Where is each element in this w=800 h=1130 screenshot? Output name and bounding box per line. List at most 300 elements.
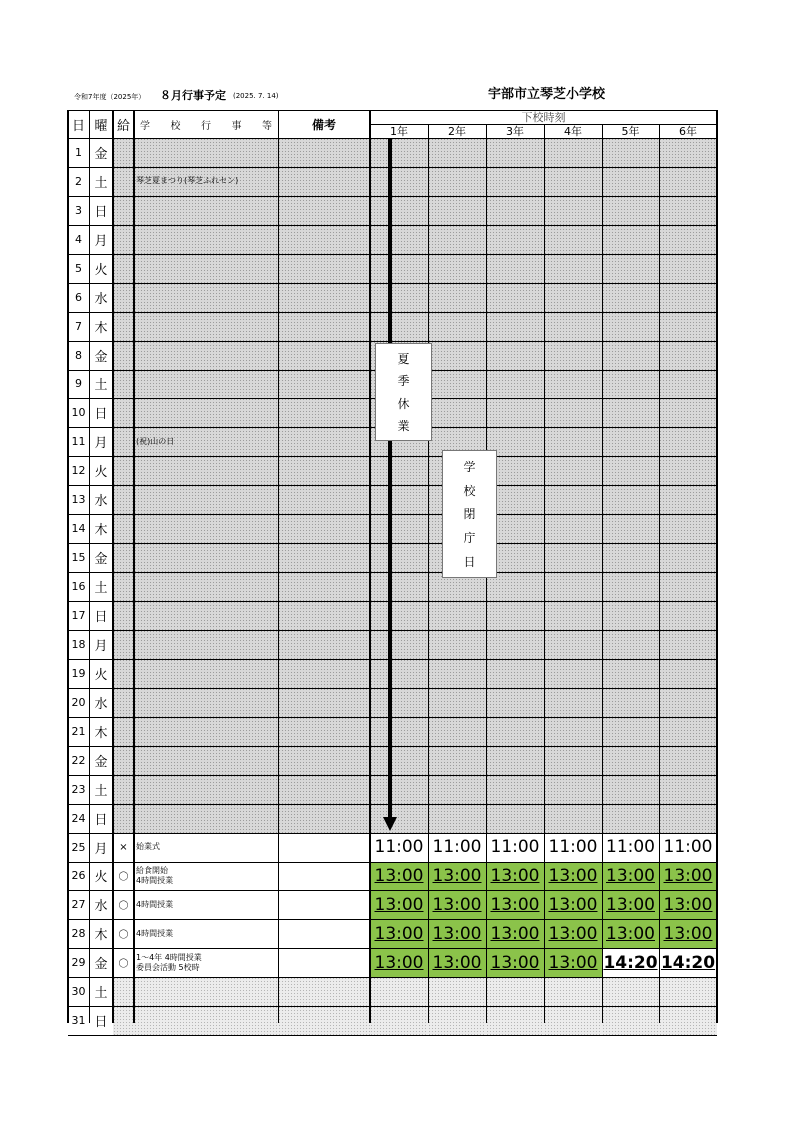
day-number: 13 [71, 493, 86, 507]
events-header-char: 校 [170, 120, 181, 132]
dismissal-time-4 [544, 138, 602, 167]
column-divider [544, 124, 545, 1023]
lunch-mark [113, 283, 134, 312]
dismissal-time-4 [544, 167, 602, 196]
dismissal-time-3 [486, 630, 544, 659]
dismissal-time-3 [486, 948, 544, 977]
lunch-mark [113, 688, 134, 717]
dismissal-time-5 [602, 977, 659, 1006]
event-text [134, 659, 278, 688]
day-number: 29 [71, 956, 86, 970]
summer-break-label [375, 343, 432, 441]
column-divider [602, 124, 603, 1023]
dismissal-time-4 [544, 919, 602, 948]
event-text: 始業式 [136, 842, 160, 852]
dismissal-time-6 [659, 862, 717, 891]
time-value: 13:00 [490, 894, 540, 915]
dismissal-time-5 [602, 341, 659, 370]
notes-cell [278, 862, 370, 891]
dismissal-time-1 [370, 254, 428, 283]
day-number: 11 [71, 435, 86, 449]
time-value: 13:00 [374, 865, 424, 886]
weekday: 月 [94, 638, 108, 654]
lunch-mark [113, 370, 134, 399]
dismissal-time-5 [602, 254, 659, 283]
row-divider [68, 948, 717, 949]
time-value: 13:00 [548, 923, 598, 944]
dismissal-time-4 [544, 456, 602, 485]
event-text [134, 485, 278, 514]
dismissal-time-1 [370, 514, 428, 543]
weekday: 金 [94, 146, 108, 162]
dismissal-time-4 [544, 804, 602, 833]
time-value: 13:00 [606, 923, 655, 944]
time-value: 11:00 [606, 837, 655, 858]
dismissal-time-5 [602, 833, 659, 862]
dismissal-time-6 [659, 919, 717, 948]
dismissal-time-5 [602, 948, 659, 977]
row-divider [68, 167, 717, 168]
row-divider [68, 1035, 717, 1036]
notes-cell [278, 919, 370, 948]
notes-column-header: 備考 [311, 117, 336, 132]
notes-cell [278, 370, 370, 399]
weekday: 木 [94, 725, 108, 741]
event-text [134, 601, 278, 630]
arrow-down-icon [383, 817, 397, 831]
day-number: 24 [71, 811, 86, 825]
time-value: 11:00 [663, 837, 713, 858]
time-value: 13:00 [548, 894, 598, 915]
lunch-mark: × [119, 841, 128, 853]
lunch-mark [113, 398, 134, 427]
time-value: 13:00 [490, 952, 540, 973]
weekday: 日 [94, 1015, 108, 1031]
event-text [134, 746, 278, 775]
dismissal-time-1 [370, 283, 428, 312]
notes-cell [278, 543, 370, 572]
school-closed-char: 校 [463, 483, 476, 498]
dismissal-time-2 [428, 862, 486, 891]
row-divider [68, 833, 717, 834]
weekday: 木 [94, 928, 108, 944]
time-value: 13:00 [490, 865, 540, 886]
dismissal-time-4 [544, 427, 602, 456]
lunch-mark [113, 254, 134, 283]
dismissal-time-2 [428, 775, 486, 804]
dismissal-time-4 [544, 601, 602, 630]
notes-cell [278, 948, 370, 977]
row-divider [68, 283, 717, 284]
day-number: 7 [75, 319, 82, 333]
dismissal-time-6 [659, 890, 717, 919]
dismissal-time-3 [486, 833, 544, 862]
column-divider [112, 110, 114, 1023]
dismissal-time-2 [428, 804, 486, 833]
event-text [134, 283, 278, 312]
notes-cell [278, 283, 370, 312]
notes-cell [278, 254, 370, 283]
day-number: 8 [75, 348, 82, 362]
time-value: 13:00 [606, 865, 655, 886]
dismissal-time-3 [486, 167, 544, 196]
column-divider [428, 124, 429, 1023]
weekday: 金 [94, 349, 108, 365]
lunch-mark [113, 630, 134, 659]
dismissal-time-4 [544, 283, 602, 312]
dismissal-time-5 [602, 543, 659, 572]
dismissal-time-2 [428, 717, 486, 746]
row-divider [68, 254, 717, 255]
dismissal-time-1 [370, 138, 428, 167]
notes-cell [278, 688, 370, 717]
dismissal-time-5 [602, 804, 659, 833]
weekday: 火 [94, 262, 108, 278]
day-number: 1 [75, 145, 82, 159]
row-divider [68, 977, 717, 978]
day-number: 16 [71, 580, 86, 594]
weekday: 水 [94, 899, 108, 915]
lunch-mark [113, 1006, 134, 1035]
dismissal-time-4 [544, 225, 602, 254]
lunch-mark [113, 167, 134, 196]
dismissal-time-1 [370, 196, 428, 225]
day-number: 5 [75, 261, 82, 275]
column-divider [133, 110, 135, 1023]
time-value: 13:00 [374, 923, 424, 944]
column-divider [716, 110, 718, 1023]
dismissal-time-1 [370, 862, 428, 891]
dismissal-time-3 [486, 254, 544, 283]
column-divider [659, 124, 660, 1023]
dismissal-time-2 [428, 890, 486, 919]
dismissal-time-4 [544, 746, 602, 775]
event-text [134, 514, 278, 543]
time-value: 11:00 [548, 837, 598, 858]
dismissal-time-5 [602, 717, 659, 746]
dismissal-time-3 [486, 601, 544, 630]
row-divider [68, 717, 717, 718]
event-text [134, 370, 278, 399]
dismissal-time-4 [544, 514, 602, 543]
weekday: 日 [94, 407, 108, 423]
events-header-char: 事 [231, 120, 242, 132]
notes-cell [278, 1006, 370, 1035]
notes-cell [278, 485, 370, 514]
column-divider [369, 110, 371, 1023]
dismissal-time-4 [544, 890, 602, 919]
dismissal-time-6 [659, 456, 717, 485]
fiscal-year-label: 令和7年度（2025年） [74, 93, 146, 101]
dismissal-time-1 [370, 485, 428, 514]
school-closed-label [442, 450, 497, 578]
lunch-mark: 〇 [118, 872, 129, 884]
notes-cell [278, 196, 370, 225]
time-value: 13:00 [432, 952, 482, 973]
weekday: 日 [94, 204, 108, 220]
notes-cell [278, 804, 370, 833]
dismissal-time-1 [370, 833, 428, 862]
dismissal-time-1 [370, 717, 428, 746]
row-divider [68, 1006, 717, 1007]
dismissal-time-6 [659, 283, 717, 312]
day-number: 10 [71, 406, 86, 420]
dismissal-time-1 [370, 919, 428, 948]
dismissal-time-6 [659, 775, 717, 804]
dismissal-time-3 [486, 138, 544, 167]
dismissal-time-2 [428, 283, 486, 312]
row-divider [68, 514, 717, 515]
dismissal-time-6 [659, 804, 717, 833]
event-text [134, 138, 278, 167]
weekday: 土 [94, 986, 108, 1002]
day-number: 19 [71, 666, 86, 680]
dismissal-time-6 [659, 630, 717, 659]
lunch-mark [113, 312, 134, 341]
dismissal-time-6 [659, 341, 717, 370]
day-number: 6 [75, 290, 82, 304]
row-divider [68, 225, 717, 226]
dismissal-time-1 [370, 659, 428, 688]
lunch-mark [113, 138, 134, 167]
row-divider [68, 630, 717, 631]
events-header-char: 行 [201, 120, 211, 132]
dismissal-time-5 [602, 514, 659, 543]
dismissal-time-4 [544, 833, 602, 862]
dismissal-time-1 [370, 312, 428, 341]
day-number: 26 [71, 869, 86, 883]
event-text [134, 717, 278, 746]
school-closed-char: 日 [463, 555, 476, 570]
dismissal-time-3 [486, 398, 544, 427]
dismissal-time-2 [428, 746, 486, 775]
dismissal-time-5 [602, 167, 659, 196]
dismissal-time-2 [428, 370, 486, 399]
dismissal-time-1 [370, 1006, 428, 1035]
notes-cell [278, 398, 370, 427]
lunch-mark: 〇 [118, 959, 129, 971]
row-divider [68, 543, 717, 544]
event-text [134, 312, 278, 341]
event-text: 1～4年 4時間授業 委員会活動 5校時 [136, 952, 202, 972]
weekday: 土 [94, 581, 108, 597]
dismissal-time-6 [659, 746, 717, 775]
dismissal-time-1 [370, 775, 428, 804]
dismissal-time-2 [428, 254, 486, 283]
dismissal-time-4 [544, 254, 602, 283]
row-divider [68, 456, 717, 457]
day-number: 28 [71, 927, 86, 941]
dismissal-time-4 [544, 398, 602, 427]
summer-break-char: 休 [397, 396, 410, 411]
day-number: 21 [71, 724, 86, 738]
day-number: 25 [71, 840, 86, 854]
time-value: 11:00 [374, 837, 424, 858]
summer-break-char: 業 [397, 419, 410, 434]
row-divider [68, 775, 717, 776]
lunch-mark [113, 341, 134, 370]
dismissal-time-5 [602, 659, 659, 688]
dismissal-time-5 [602, 601, 659, 630]
weekday: 土 [94, 378, 108, 394]
lunch-mark [113, 543, 134, 572]
notes-cell [278, 833, 370, 862]
dismissal-time-1 [370, 890, 428, 919]
dismissal-time-5 [602, 225, 659, 254]
dismissal-time-6 [659, 688, 717, 717]
weekday: 土 [94, 175, 108, 191]
row-divider [68, 485, 717, 486]
time-value: 13:00 [548, 865, 598, 886]
time-value: 13:00 [432, 865, 482, 886]
dismissal-time-6 [659, 659, 717, 688]
dismissal-time-3 [486, 688, 544, 717]
dismissal-time-4 [544, 312, 602, 341]
day-number: 30 [71, 985, 86, 999]
dismissal-time-2 [428, 659, 486, 688]
time-value: 13:00 [374, 952, 424, 973]
dismissal-time-1 [370, 167, 428, 196]
dismissal-time-2 [428, 1006, 486, 1035]
grade-header-3: 3年 [506, 125, 524, 138]
lunch-mark [113, 427, 134, 456]
weekday: 月 [94, 841, 108, 857]
notes-cell [278, 225, 370, 254]
dismissal-time-2 [428, 341, 486, 370]
dismissal-time-1 [370, 688, 428, 717]
event-text [134, 254, 278, 283]
notes-cell [278, 659, 370, 688]
notes-cell [278, 456, 370, 485]
time-value: 13:00 [606, 894, 655, 915]
notes-cell [278, 717, 370, 746]
lunch-mark [113, 196, 134, 225]
time-value: 13:00 [548, 952, 598, 973]
notes-cell [278, 514, 370, 543]
dismissal-time-5 [602, 1006, 659, 1035]
dismissal-time-1 [370, 977, 428, 1006]
weekday: 水 [94, 696, 108, 712]
events-header-char: 等 [262, 120, 272, 132]
dismissal-time-3 [486, 977, 544, 1006]
lunch-mark [113, 977, 134, 1006]
dismissal-time-5 [602, 427, 659, 456]
row-divider [68, 312, 717, 313]
event-text: 4時間授業 [136, 899, 174, 909]
dismissal-time-6 [659, 167, 717, 196]
dismissal-time-5 [602, 456, 659, 485]
dismissal-time-2 [428, 688, 486, 717]
day-number: 27 [71, 898, 86, 912]
dismissal-time-5 [602, 312, 659, 341]
dismissal-time-5 [602, 283, 659, 312]
event-text [134, 398, 278, 427]
dismissal-time-4 [544, 717, 602, 746]
day-number: 2 [75, 174, 82, 188]
event-text [134, 225, 278, 254]
dismissal-time-6 [659, 977, 717, 1006]
dismissal-time-6 [659, 1006, 717, 1035]
dismissal-time-4 [544, 543, 602, 572]
dismissal-time-3 [486, 862, 544, 891]
lunch-mark: 〇 [118, 930, 129, 942]
event-text: 給食開始 4時間授業 [136, 865, 174, 885]
dismissal-time-3 [486, 890, 544, 919]
table-top-border [68, 110, 717, 111]
lunch-mark [113, 804, 134, 833]
time-value: 13:00 [432, 894, 482, 915]
summer-break-char: 季 [397, 374, 410, 389]
weekday: 日 [94, 812, 108, 828]
event-text [134, 341, 278, 370]
dismissal-time-6 [659, 572, 717, 601]
lunch-mark [113, 456, 134, 485]
row-divider [68, 862, 717, 863]
dismissal-time-6 [659, 543, 717, 572]
weekday: 木 [94, 523, 108, 539]
notes-cell [278, 427, 370, 456]
lunch-mark [113, 746, 134, 775]
dismissal-time-3 [486, 196, 544, 225]
dismissal-time-3 [486, 804, 544, 833]
dismissal-time-3 [486, 659, 544, 688]
dismissal-time-3 [486, 312, 544, 341]
grade-header-1: 1年 [390, 125, 408, 138]
notes-cell [278, 312, 370, 341]
row-divider [68, 659, 717, 660]
lunch-mark [113, 775, 134, 804]
dismissal-time-6 [659, 312, 717, 341]
dismissal-time-1 [370, 456, 428, 485]
dismissal-time-1 [370, 948, 428, 977]
dismissal-time-6 [659, 514, 717, 543]
day-number: 4 [75, 232, 82, 246]
dismissal-time-4 [544, 196, 602, 225]
row-divider [68, 804, 717, 805]
time-value: 14:20 [603, 952, 658, 973]
lunch-mark [113, 572, 134, 601]
dismissal-time-3 [486, 283, 544, 312]
dismissal-time-1 [370, 746, 428, 775]
notes-cell [278, 138, 370, 167]
row-divider [68, 890, 717, 891]
time-value: 11:00 [432, 837, 482, 858]
dismissal-time-4 [544, 977, 602, 1006]
dismissal-time-5 [602, 196, 659, 225]
events-header-char: 学 [140, 120, 150, 132]
column-divider [67, 110, 69, 1023]
dismissal-time-2 [428, 833, 486, 862]
dismissal-time-header: 下校時刻 [521, 111, 566, 124]
schedule-table [68, 110, 717, 1031]
day-number: 3 [75, 203, 82, 217]
dismissal-time-3 [486, 919, 544, 948]
lunch-mark [113, 601, 134, 630]
time-value: 13:00 [490, 923, 540, 944]
row-divider [68, 746, 717, 747]
dismissal-time-6 [659, 254, 717, 283]
dismissal-time-1 [370, 804, 428, 833]
dismissal-time-6 [659, 717, 717, 746]
dismissal-time-6 [659, 138, 717, 167]
dismissal-time-5 [602, 572, 659, 601]
event-text [134, 977, 278, 1006]
dismissal-time-4 [544, 862, 602, 891]
dismissal-time-4 [544, 572, 602, 601]
dismissal-time-2 [428, 601, 486, 630]
dismissal-time-6 [659, 196, 717, 225]
lunch-mark: 〇 [118, 901, 129, 913]
